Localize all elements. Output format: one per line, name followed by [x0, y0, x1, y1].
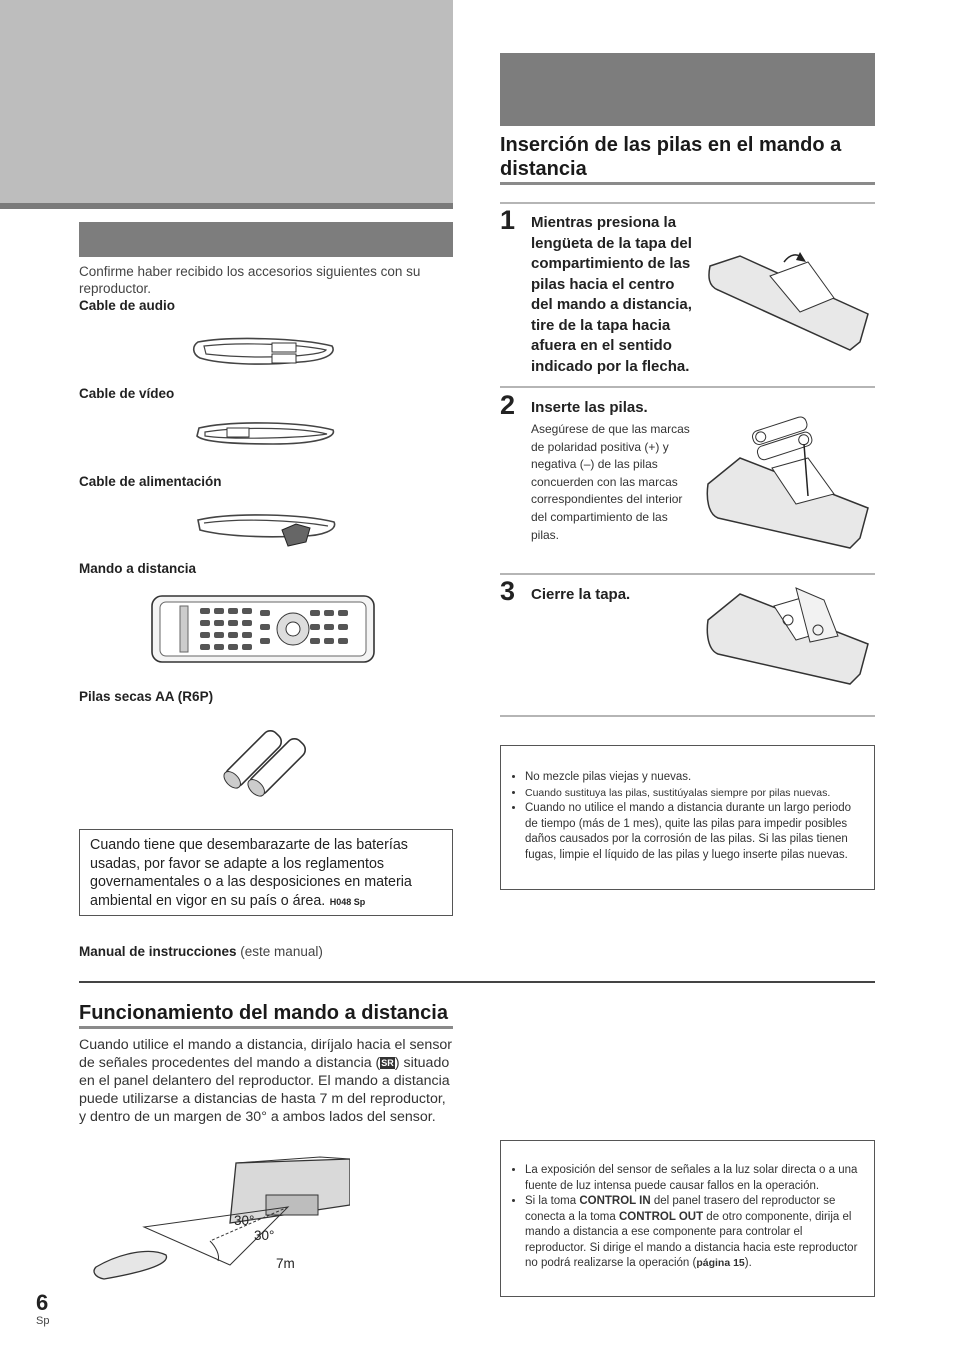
- operation-note-2-c: del panel trasero del reproductor se conecta a la toma: [525, 1195, 836, 1223]
- video-cable-image: [193, 416, 338, 450]
- page-reference: página 15: [696, 1257, 745, 1269]
- step-3-rule: [500, 573, 875, 575]
- manual-line: [79, 944, 323, 959]
- remote-range-diagram: [90, 1155, 350, 1285]
- operation-note-1: • La exposición del sensor de señales a la luz solar directa o a una fuente de luz intensa puede causar fallos en la operación.: [525, 1163, 864, 1194]
- page-language: Sp: [36, 1315, 50, 1327]
- step-3-number: 3: [500, 576, 516, 606]
- header-grey-rule: [0, 203, 453, 209]
- step-2-rule: [500, 386, 875, 388]
- remote-control-image: [150, 592, 376, 666]
- battery-disposal-box: [79, 829, 453, 916]
- operation-note-2: [525, 1194, 864, 1272]
- operation-title-rule: [79, 1026, 453, 1029]
- remote-close-cover-image: [700, 584, 875, 702]
- operation-note-2-e: de otro componente, dirija el mando a distancia a ese componente para controlar el reproductor. Si dirige el mando a distancia hacia este reproductor no podrá realizarse la operación (: [525, 1210, 858, 1269]
- manual-note: (este manual): [236, 944, 323, 959]
- steps-end-rule: [500, 715, 875, 717]
- operation-note-2-a: Si la toma: [525, 1195, 580, 1207]
- step-3-title: Cierre la tapa.: [531, 586, 631, 603]
- distance-label: 7m: [276, 1256, 295, 1271]
- sensor-icon: SR: [381, 1058, 394, 1068]
- operation-text-a: Cuando utilice el mando a distancia, diríjalo hacia el sensor de señales procedentes del mando a distancia (: [79, 1037, 453, 1071]
- accessory-label-power: Cable de alimentación: [79, 474, 222, 489]
- right-heading-bar: [500, 53, 875, 126]
- operation-text-b: ) situado en el panel delantero del reproductor. El mando a distancia puede utilizarse a distancias de hasta 7 m del reproductor, y dentro de un margen de 30° a ambos lados del sensor.: [79, 1055, 450, 1125]
- control-in-label: CONTROL IN: [579, 1195, 651, 1207]
- aa-batteries-image: [212, 720, 316, 798]
- accessory-label-video: Cable de vídeo: [79, 386, 175, 401]
- operation-note-2-g: ).: [744, 1257, 752, 1269]
- control-out-label: CONTROL OUT: [618, 1210, 704, 1223]
- step-2-body: Asegúrese de que las marcas de polaridad positiva (+) y negativa (–) de las pilas concuerden con las marcas correspondientes del interior del compartimiento de las pilas.: [531, 422, 690, 542]
- operation-notes-box: [500, 1140, 875, 1297]
- battery-notes-box: [500, 745, 875, 890]
- accessory-label-audio: Cable de audio: [79, 298, 176, 313]
- angle-label-2: 30°: [254, 1228, 275, 1243]
- accessory-label-remote: Mando a distancia: [79, 561, 197, 576]
- angle-label-1: 30°: [234, 1213, 255, 1228]
- header-grey-block: [0, 0, 453, 203]
- accessory-label-batteries: Pilas secas AA (R6P): [79, 689, 214, 704]
- step-2-number: 2: [500, 390, 516, 420]
- remote-cover-open-image: [700, 238, 875, 356]
- battery-note-2: • Cuando sustituya las pilas, sustitúyalas siempre por pilas nuevas.: [525, 786, 864, 802]
- battery-note-3: • Cuando no utilice el mando a distancia durante un largo periodo de tiempo (más de 1 mes), quite las pilas para impedir posibles daños causados por la corrosión de las pilas. Si las pilas tienen fugas, limpie el líquido de las pilas y luego inserte pilas nuevas.: [525, 801, 864, 863]
- battery-disposal-text: Cuando tiene que desembarazarte de las baterías usadas, por favor se adapte a los reglamentos governamentales o a las desposiciones en materia ambiental en vigor en su país o área.: [90, 837, 412, 909]
- manual-label: Manual de instrucciones: [79, 944, 237, 959]
- power-cable-image: [192, 506, 340, 552]
- accessories-intro: Confirme haber recibido los accesorios siguientes con su reproductor.: [79, 264, 421, 296]
- step-1-rule: [500, 202, 875, 204]
- battery-title-rule: [500, 182, 875, 185]
- step-1-number: 1: [500, 205, 516, 235]
- operation-notes-list: [511, 1163, 864, 1272]
- step-2-title: Inserte las pilas.: [531, 399, 648, 416]
- battery-note-1: • No mezcle pilas viejas y nuevas.: [525, 770, 864, 786]
- section-divider: [79, 981, 875, 983]
- operation-text: [79, 1036, 455, 1126]
- accessories-heading-bar: [79, 222, 453, 257]
- step-1-title: Mientras presiona la lengüeta de la tapa del compartimiento de las pilas hacia el centro del mando a distancia, tire de la tapa hacia afuera en el sentido indicado por la flecha.: [531, 214, 692, 375]
- step-1-text: [531, 213, 696, 377]
- audio-cable-image: [190, 330, 340, 372]
- battery-notes-list: [511, 770, 864, 863]
- battery-disposal-code: H048 Sp: [329, 896, 366, 907]
- page-number: 6: [36, 1290, 49, 1315]
- remote-insert-batteries-image: [700, 410, 875, 555]
- battery-insert-title: Inserción de las pilas en el mando a distancia: [500, 134, 842, 180]
- operation-title: Funcionamiento del mando a distancia: [79, 1002, 448, 1024]
